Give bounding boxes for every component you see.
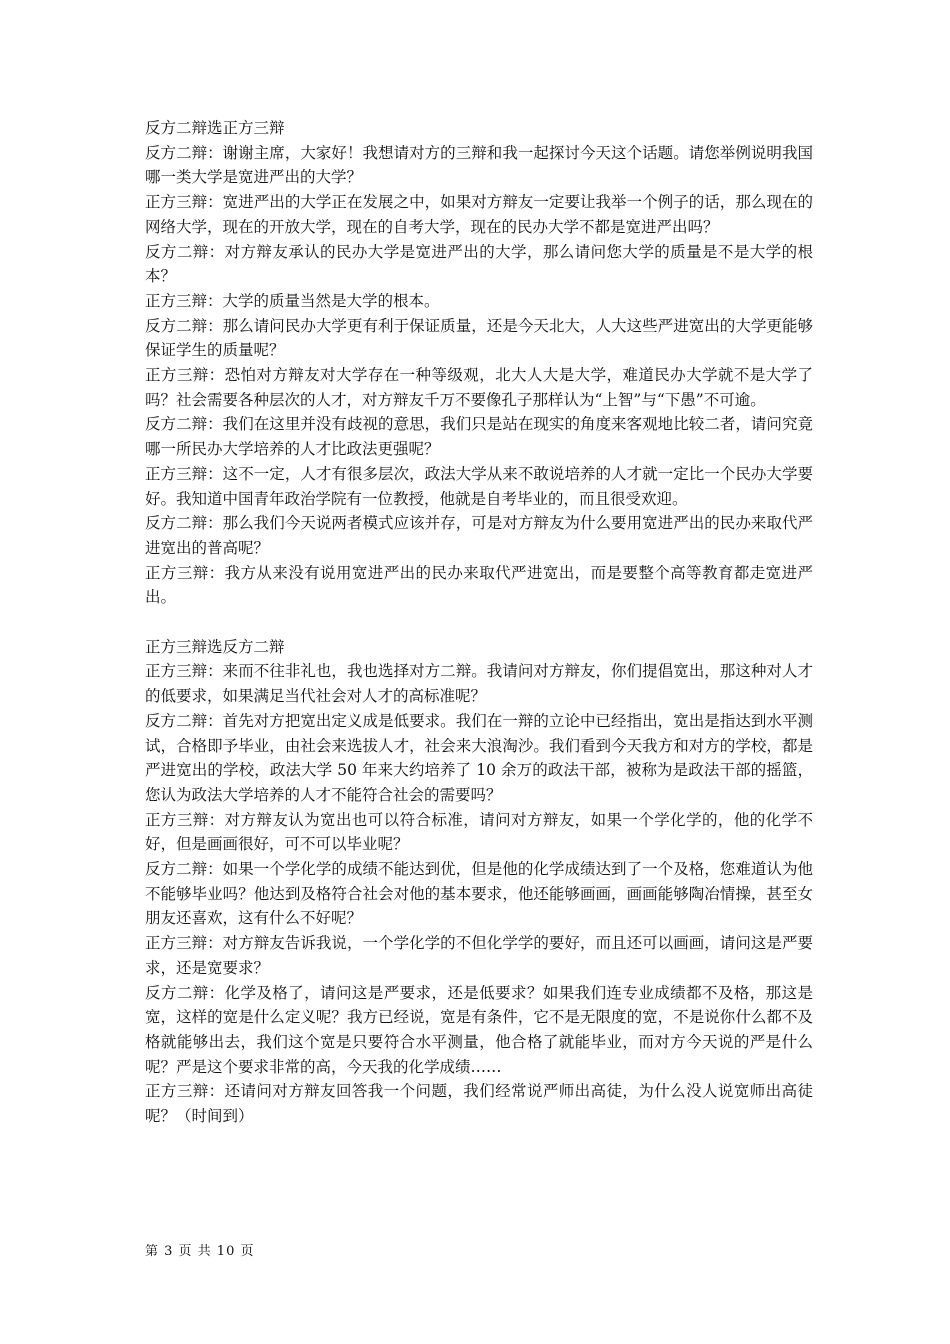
- dialogue-paragraph: 反方二辩：化学及格了，请问这是严要求，还是低要求？如果我们连专业成绩都不及格，那这是宽，这样的宽是什么定义呢？我方已经说，宽是有条件，它不是无限度的宽，不是说你什么都不及格就能够出去，我们这个宽是只要符合水平测量，他合格了就能毕业，而对方今天说的严是什么呢？严是这个要求非常的高，今天我的化学成绩……: [145, 983, 813, 1076]
- dialogue-paragraph: 反方二辩：那么我们今天说两者模式应该并存，可是对方辩友为什么要用宽进严出的民办来取代严进宽出的普高呢？: [145, 514, 813, 557]
- dialogue-paragraph: 正方三辩：恐怕对方辩友对大学存在一种等级观，北大人大是大学，难道民办大学就不是大学了吗？社会需要各种层次的人才，对方辩友千万不要像孔子那样认为“上智”与“下愚”不可逾。: [145, 366, 813, 409]
- dialogue-paragraph: 反方二辩：我们在这里并没有歧视的意思，我们只是站在现实的角度来客观地比较二者，请问究竟哪一所民办大学培养的人才比政法更强呢？: [145, 415, 813, 459]
- dialogue-paragraph: 正方三辩：宽进严出的大学正在发展之中，如果对方辩友一定要让我举一个例子的话，那么现在的网络大学，现在的开放大学，现在的自考大学，现在的民办大学不都是宽进严出吗？: [145, 193, 813, 236]
- section-spacer: [145, 610, 813, 635]
- dialogue-paragraph: 反方二辩：那么请问民办大学更有利于保证质量，还是今天北大，人大这些严进宽出的大学更能够保证学生的质量呢？: [145, 316, 813, 360]
- dialogue-paragraph: 反方二辩：对方辩友承认的民办大学是宽进严出的大学，那么请问您大学的质量是不是大学的根本？: [145, 242, 813, 286]
- dialogue-paragraph: 反方二辩：首先对方把宽出定义成是低要求。我们在一辩的立论中已经指出，宽出是指达到水平测试，合格即予毕业，由社会来选拔人才，社会来大浪淘沙。我们看到今天我方和对方的学校，都是严进宽出的学校，政法大学 50 年来大约培养了 10 余万的政法干部，被称为是政法干部的摇篮，您认为政法大学培养的人才不能符合社会的需要吗？: [145, 711, 813, 804]
- dialogue-paragraph: 正方三辩：还请问对方辩友回答我一个问题，我们经常说严师出高徒，为什么没人说宽师出高徒呢？（时间到）: [145, 1082, 813, 1126]
- dialogue-paragraph: 正方三辩：我方从来没有说用宽进严出的民办来取代严进宽出，而是要整个高等教育都走宽进严出。: [145, 563, 813, 607]
- section-title: 正方三辩选反方二辩: [145, 637, 285, 656]
- section-title: 反方二辩选正方三辩: [145, 119, 285, 137]
- dialogue-paragraph: 正方三辩：这不一定，人才有很多层次，政法大学从来不敢说培养的人才就一定比一个民办大学要好。我知道中国青年政治学院有一位教授，他就是自考毕业的，而且很受欢迎。: [145, 464, 813, 508]
- dialogue-paragraph: 正方三辩：对方辩友认为宽出也可以符合标准，请问对方辩友，如果一个学化学的，他的化学不好，但是画画很好，可不可以毕业呢？: [145, 810, 813, 854]
- dialogue-paragraph: 正方三辩：大学的质量当然是大学的根本。: [145, 291, 440, 310]
- dialogue-paragraph: 正方三辩：来而不往非礼也，我也选择对方二辩。我请问对方辩友，你们提倡宽出，那这种对人才的低要求，如果满足当代社会对人才的高标准呢？: [145, 662, 813, 706]
- dialogue-paragraph: 正方三辩：对方辩友告诉我说，一个学化学的不但化学学的要好，而且还可以画画，请问这是严要求，还是宽要求？: [145, 934, 813, 977]
- dialogue-paragraph: 反方二辩：谢谢主席，大家好！我想请对方的三辩和我一起探讨今天这个话题。请您举例说明我国哪一类大学是宽进严出的大学？: [145, 143, 813, 187]
- dialogue-paragraph: 反方二辩：如果一个学化学的成绩不能达到优，但是他的化学成绩达到了一个及格，您难道认为他不能够毕业吗？他达到及格符合社会对他的基本要求，他还能够画画，画画能够陶冶情操，甚至女朋友还喜欢，这有什么不好呢？: [145, 860, 813, 928]
- page-number-footer: 第 3 页 共 10 页: [145, 1244, 255, 1259]
- document-page: [145, 116, 813, 1129]
